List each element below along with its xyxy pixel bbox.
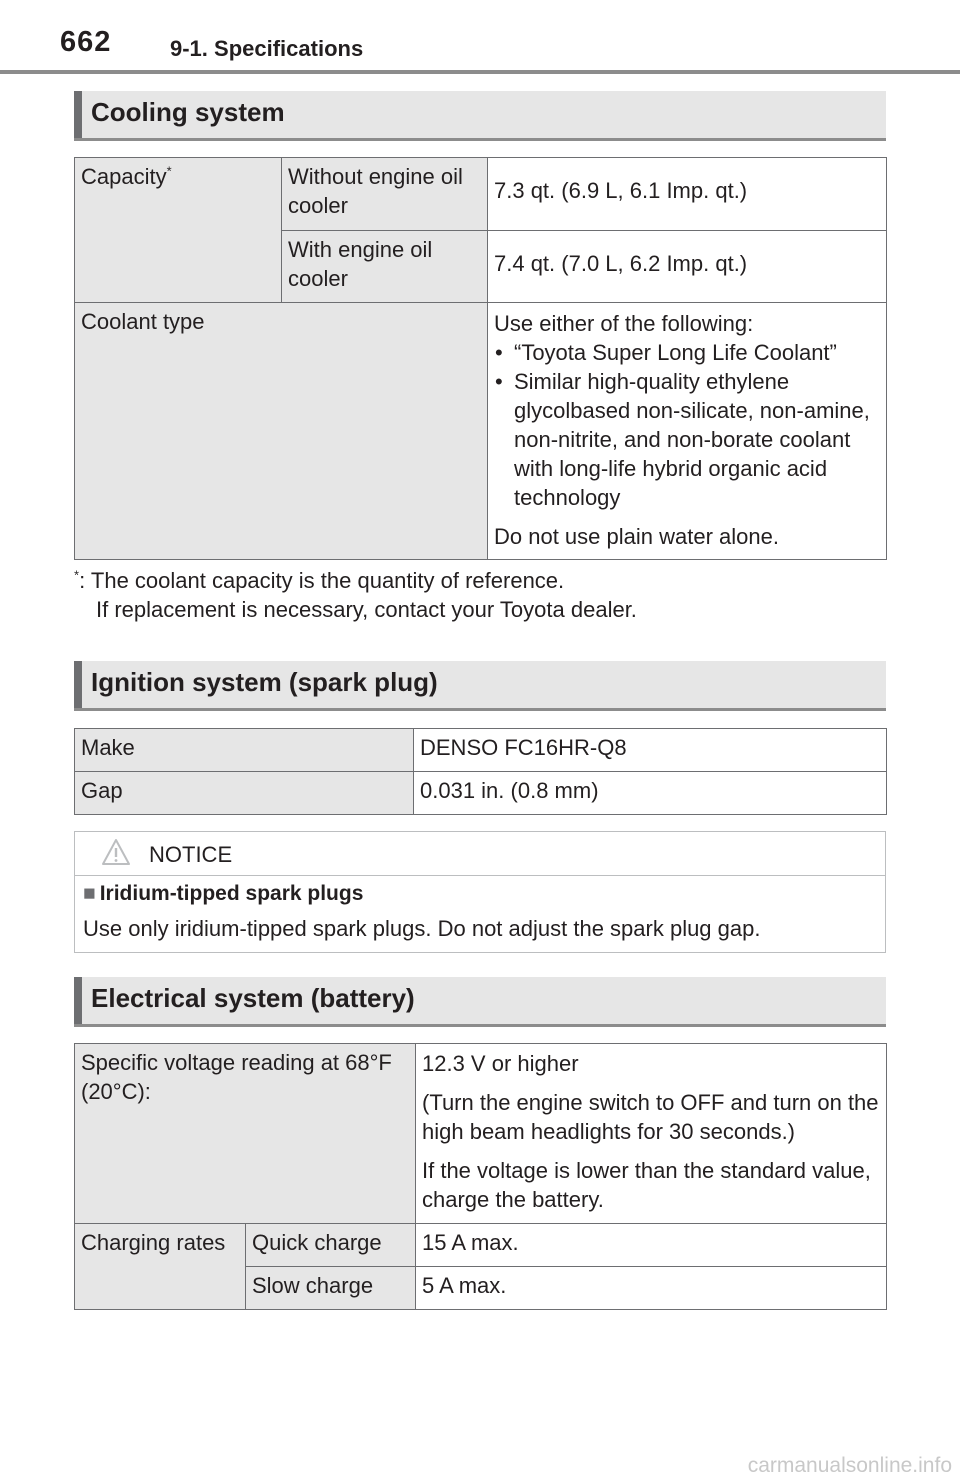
footnote-line-2: If replacement is necessary, contact your Toyota dealer. (96, 597, 637, 622)
section-cooling (74, 91, 886, 141)
capacity-label: Capacity* (75, 158, 282, 303)
notice-body: Use only iridium-tipped spark plugs. Do not adjust the spark plug gap. (83, 916, 761, 941)
capacity-footnote (74, 566, 637, 624)
voltage-value (416, 1044, 887, 1224)
notice-label: NOTICE (149, 842, 233, 867)
warning-triangle-icon (101, 838, 131, 866)
coolant-options (494, 338, 880, 512)
voltage-label: Specific voltage reading at 68°F (20°C): (75, 1044, 416, 1224)
section-ignition (74, 661, 886, 711)
footnote-mark: * (74, 567, 80, 583)
quick-charge-label: Quick charge (246, 1224, 416, 1267)
table-row (75, 772, 887, 815)
slow-charge-value: 5 A max. (416, 1267, 887, 1310)
slow-charge-label: Slow charge (246, 1267, 416, 1310)
ignition-table (74, 728, 887, 815)
watermark: carmanualsonline.info (747, 1454, 952, 1477)
voltage-reading: 12.3 V or higher (422, 1051, 579, 1076)
without-cooler-value: 7.3 qt. (6.9 L, 6.1 Imp. qt.) (488, 158, 887, 231)
electrical-table (74, 1043, 887, 1310)
table-row (75, 158, 887, 231)
charging-rates-label: Charging rates (75, 1224, 246, 1310)
list-item: • “Toyota Super Long Life Coolant” (494, 338, 880, 367)
header-rule (0, 70, 960, 74)
list-item: • Similar high-quality ethylene glycolbased non-silicate, non-amine, non-nitrite, and non-borate coolant with long-life hybrid organic acid technology (494, 367, 880, 512)
gap-label: Gap (75, 772, 414, 815)
table-row (75, 303, 887, 560)
with-cooler-value: 7.4 qt. (7.0 L, 6.2 Imp. qt.) (488, 231, 887, 303)
notice-header (75, 832, 885, 876)
page-number: 662 (60, 26, 112, 58)
coolant-type-value (488, 303, 887, 560)
chapter-title: 9-1. Specifications (170, 36, 364, 61)
cooling-table (74, 157, 887, 560)
notice-box (74, 831, 886, 953)
gap-value: 0.031 in. (0.8 mm) (414, 772, 887, 815)
section-title-cooling: Cooling system (91, 97, 285, 127)
footnote-line-1: : The coolant capacity is the quantity of reference. (79, 568, 565, 593)
with-cooler-label: With engine oil cooler (282, 231, 488, 303)
table-row (75, 1224, 887, 1267)
section-title-ignition: Ignition system (spark plug) (91, 667, 438, 697)
square-bullet-icon: ■ (83, 882, 96, 905)
make-label: Make (75, 729, 414, 772)
table-row (75, 1044, 887, 1224)
coolant-intro: Use either of the following: (494, 311, 754, 336)
coolant-type-label: Coolant type (75, 303, 488, 560)
capacity-footnote-mark: * (166, 163, 172, 179)
without-cooler-label: Without engine oil cooler (282, 158, 488, 231)
quick-charge-value: 15 A max. (416, 1224, 887, 1267)
voltage-note: (Turn the engine switch to OFF and turn on the high beam headlights for 30 seconds.) (422, 1090, 879, 1144)
table-row (75, 729, 887, 772)
make-value: DENSO FC16HR-Q8 (414, 729, 887, 772)
notice-subtitle: ■ Iridium-tipped spark plugs (83, 882, 364, 905)
coolant-warning: Do not use plain water alone. (494, 524, 779, 549)
section-electrical (74, 977, 886, 1027)
section-title-electrical: Electrical system (battery) (91, 983, 415, 1013)
page-header (0, 0, 960, 76)
voltage-advice: If the voltage is lower than the standard value, charge the battery. (422, 1158, 871, 1212)
